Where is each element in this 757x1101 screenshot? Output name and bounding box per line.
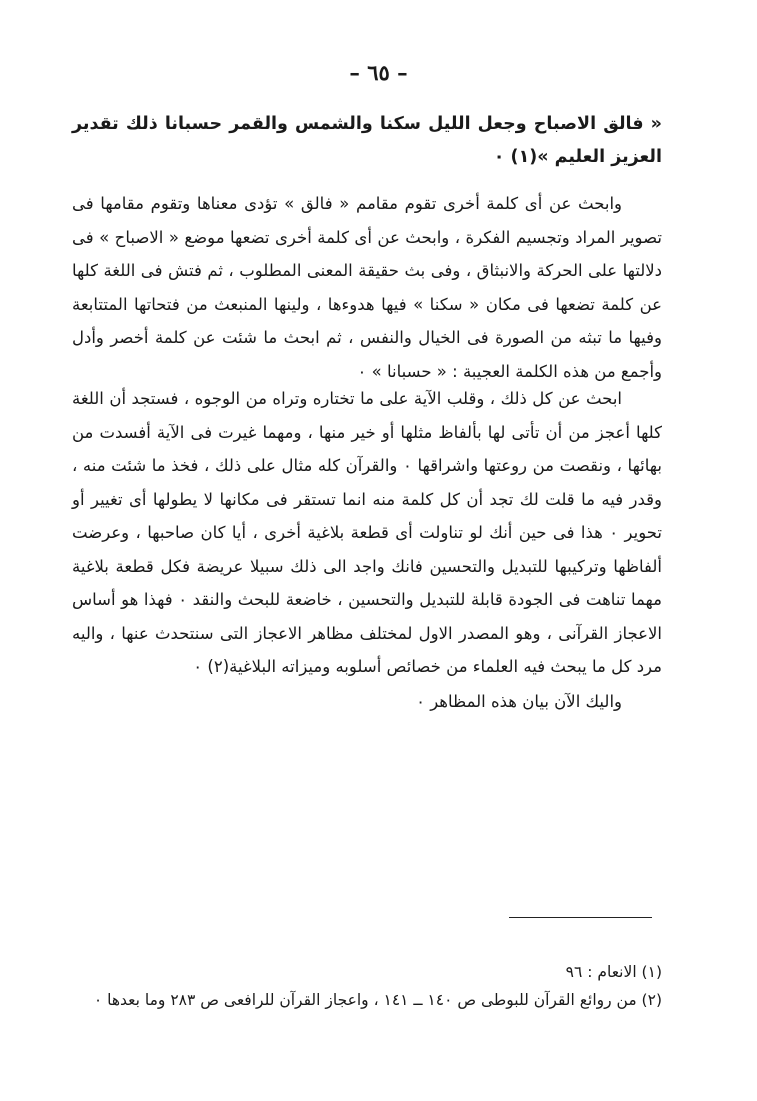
page-number: – ٦٥ – <box>349 60 408 85</box>
body-paragraph-2-text: ابحث عن كل ذلك ، وقلب الآية على ما تختاره وتراه من الوجوه ، فستجد أن اللغة كلها أعجز من أن تأتى لها بألفاظ مثلها أو خير منها ، ومهما غيرت فى الآية أفسدت من بهائها ، ونقصت من روعتها واشراقها ٠ والقرآن كله مثال على ذلك ، فخذ ما شئت منه ، وقدر فيه ما قلت لك تجد أن كل كلمة منه انما تستقر فى مكانها لا يطولها أى تغيير أو تحوير ٠ هذا فى حين أنك لو تناولت أى قطعة بلاغية أخرى ، أيا كان صاحبها ، وعرضت ألفاظها وتركيبها للتبديل والتحسين فانك واجد الى ذلك سبيلا عريضة فكل قطعة بلاغية مهما تناهت فى الجودة قابلة للتبديل والتحسين ، خاضعة للبحث والنقد ٠ فهذا هو أساس الاعجاز القرآنى ، وهو المصدر الاول لمختلف مظاهر الاعجاز التى سنتحدث عنها ، واليه مرد كل ما يبحث فيه العلماء من خصائص أسلوبه وميزاته البلاغية(٢) ٠ <box>72 389 662 676</box>
footnote-1: (١) الانعام : ٩٦ <box>565 963 662 981</box>
footnotes <box>70 958 662 1014</box>
body-paragraph-3-text: واليك الآن بيان هذه المظاهر ٠ <box>416 692 622 711</box>
body-paragraph-1-text: وابحث عن أى كلمة أخرى تقوم مقامم « فالق » تؤدى معناها وتقوم مقامها فى تصوير المراد وتجسيم الفكرة ، وابحث عن أى كلمة أخرى تضعها موضع « الاصباح » فى دلالتها على الحركة والانبثاق ، وفى بث حقيقة المعنى المطلوب ، ثم فتش فى اللغة كلها عن كلمة تضعها فى مكان « سكنا » فيها هدوءها ، ولينها المنبعث من فتحاتها المتتابعة وفيها ما تبثه من الصورة فى الخيال والنفس ، ثم ابحث ما شئت عن كلمة أخصر وأدل وأجمع من هذه الكلمة العجيبة : « حسبانا » ٠ <box>72 194 662 381</box>
body-paragraph-1 <box>72 187 662 388</box>
body-paragraph-3 <box>72 686 662 718</box>
footnote-separator <box>509 917 652 918</box>
footnote-2: (٢) من روائع القرآن للبوطى ص ١٤٠ ــ ١٤١ ، واعجاز القرآن للرافعى ص ٢٨٣ وما بعدها ٠ <box>93 991 662 1009</box>
quran-verse-quote: « فالق الاصباح وجعل الليل سكنا والشمس والقمر حسبانا ذلك تقدير العزيز العليم »(١) ٠ <box>72 114 662 167</box>
body-paragraph-2 <box>72 382 662 684</box>
